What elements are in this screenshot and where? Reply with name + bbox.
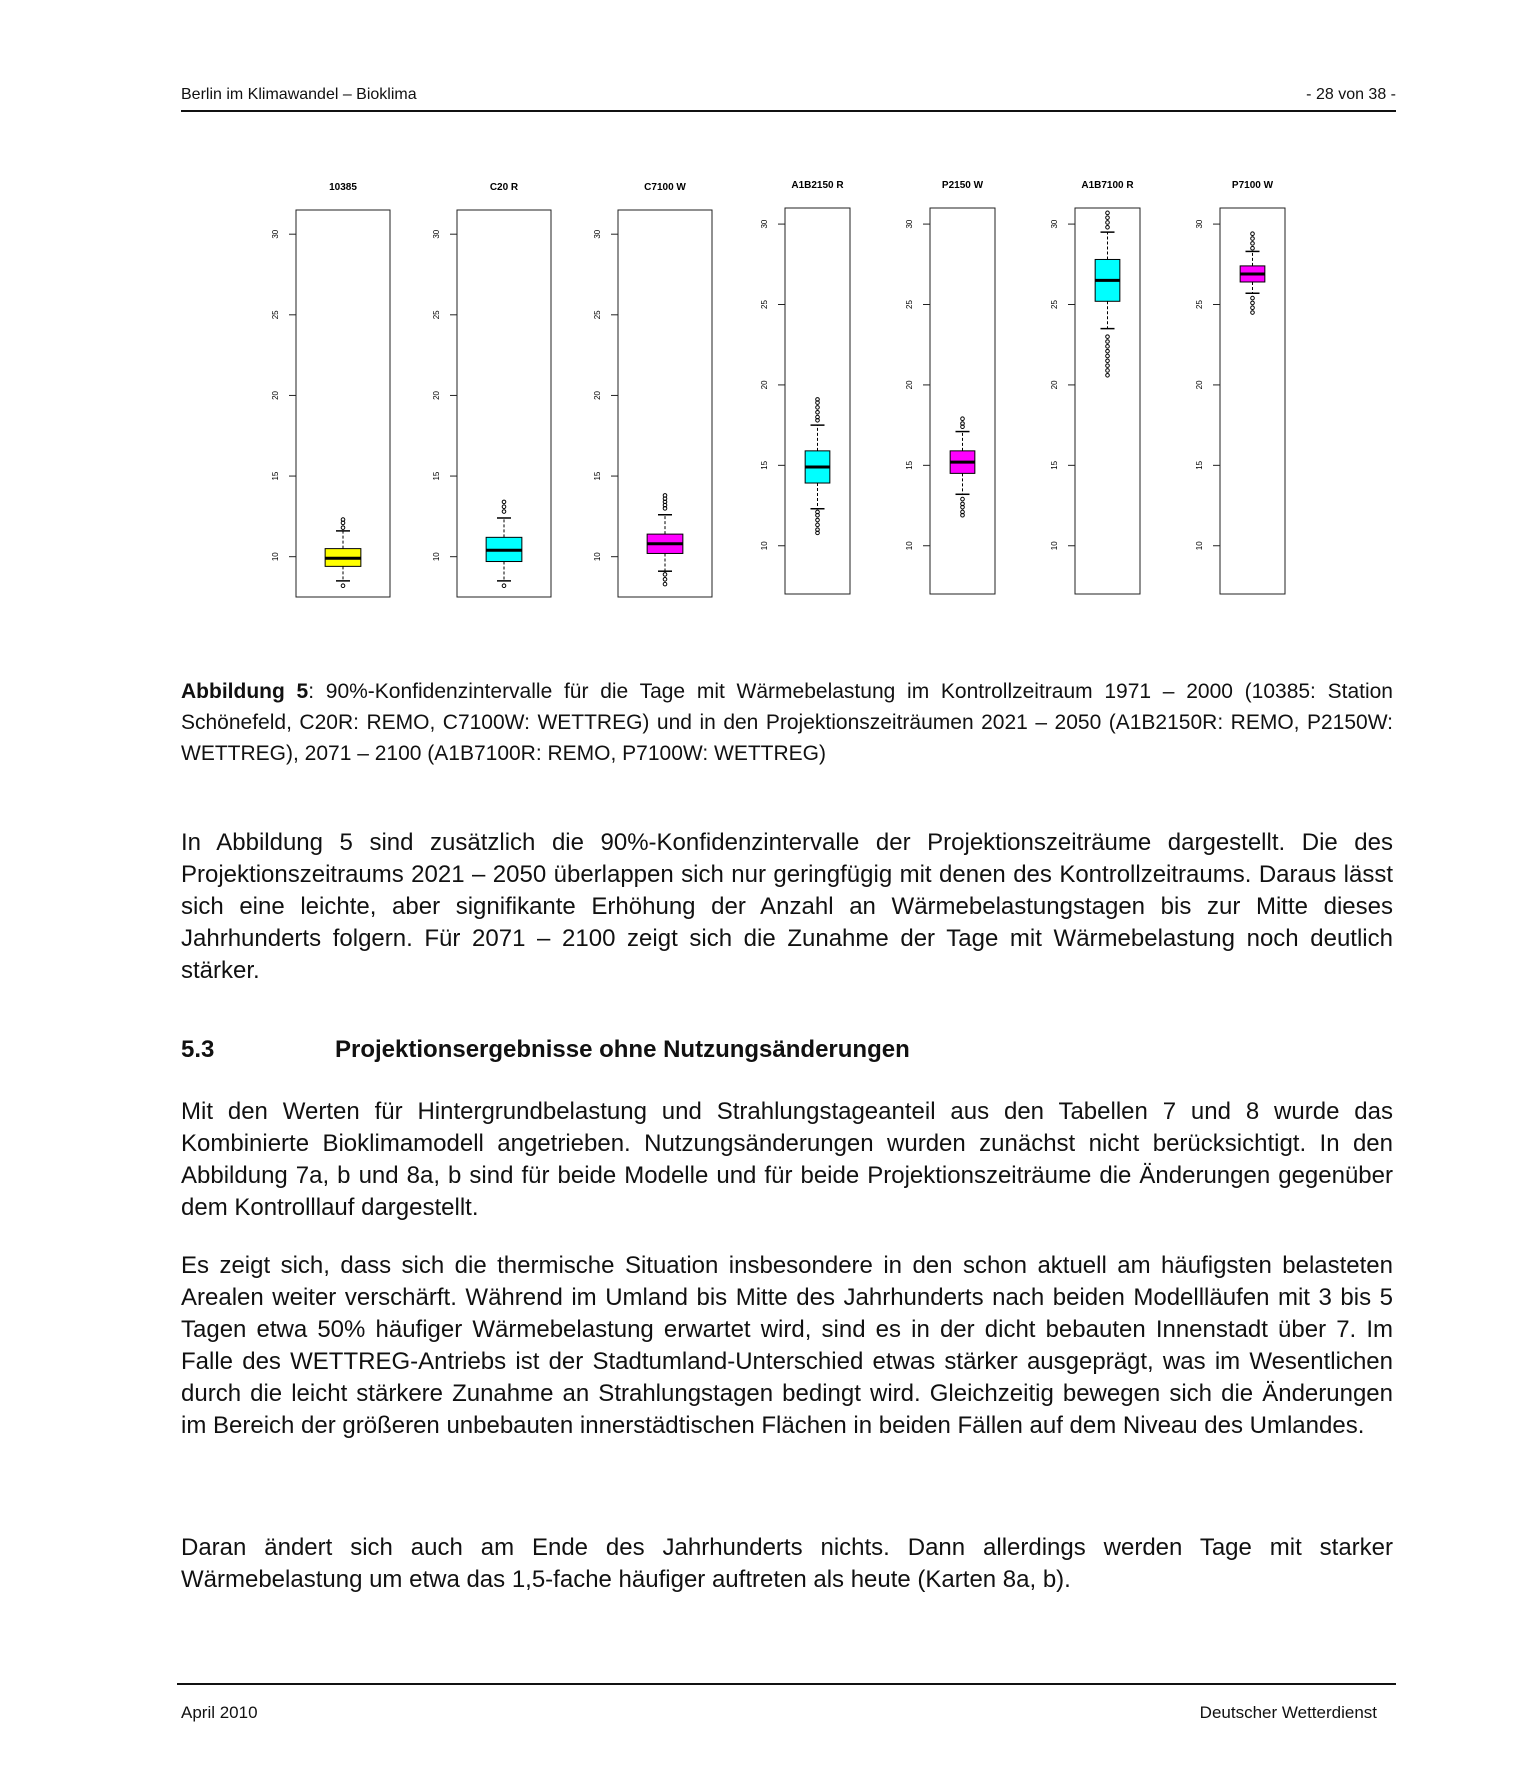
y-tick-label-4-3: 25 <box>905 300 914 309</box>
paragraph-3: Es zeigt sich, dass sich die thermische Situation insbesondere in den schon aktuell am häufigsten belasteten Arealen weiter verschärft. Während im Umland bis Mitte des Jahrhunderts nach beiden Modellläufen mit 3 bis 5 Tagen etwa 50% häufiger Wärmebelastung erwartet wird, sind es in der dicht bebauten Innenstadt über 7. Im Falle des WETTREG-Antriebs ist der Stadtumland-Unterschied etwas stärker ausgeprägt, was im Wesentlichen durch die leicht stärkere Zunahme an Strahlungstagen bedingt wird. Gleichzeitig bewegen sich die Änderungen im Bereich der größeren unbebauten innerstädtischen Flächen in beiden Fällen auf dem Niveau des Umlandes. <box>181 1252 1393 1439</box>
panel-frame-0 <box>296 210 390 597</box>
paragraph-4: Daran ändert sich auch am Ende des Jahrhunderts nichts. Dann allerdings werden Tage mit starker Wärmebelastung um etwa das 1,5-fache häufiger auftreten als heute (Karten 8a, b). <box>181 1534 1393 1593</box>
y-tick-label-4-1: 15 <box>905 460 914 470</box>
y-tick-label-2-4: 30 <box>593 229 602 239</box>
y-tick-label-3-4: 30 <box>760 219 769 229</box>
y-tick-label-5-2: 20 <box>1050 380 1059 390</box>
y-tick-label-6-0: 10 <box>1195 541 1204 551</box>
y-tick-label-1-1: 15 <box>432 471 441 481</box>
y-tick-label-0-2: 20 <box>271 390 280 400</box>
boxplot-figure <box>250 168 1310 608</box>
outlier-5-6 <box>1106 345 1110 349</box>
outlier-5-0 <box>1106 373 1110 377</box>
outlier-2-0 <box>663 582 667 586</box>
outlier-6-1 <box>1251 306 1255 310</box>
panel-frame-4 <box>930 208 995 594</box>
panel-title-4: P2150 W <box>941 180 984 191</box>
outlier-6-3 <box>1251 296 1255 300</box>
outlier-1-3 <box>502 500 506 504</box>
outlier-5-2 <box>1106 364 1110 368</box>
outlier-5-11 <box>1106 216 1110 220</box>
y-tick-label-4-0: 10 <box>905 541 914 551</box>
outlier-5-9 <box>1106 226 1110 230</box>
panel-title-1: C20 R <box>489 182 519 193</box>
outlier-4-7 <box>961 417 965 421</box>
outlier-3-3 <box>816 518 820 522</box>
y-tick-label-1-2: 20 <box>432 390 441 400</box>
outlier-3-2 <box>816 523 820 527</box>
y-tick-label-0-3: 25 <box>271 310 280 320</box>
outlier-5-5 <box>1106 349 1110 353</box>
paragraph-2: Mit den Werten für Hintergrundbelastung und Strahlungstageanteil aus den Tabellen 7 und 8 wurde das Kombinierte Bioklimamodell angetrieben. Nutzungsänderungen wurden zunächst nicht berücksichtigt. In den Abbildung 7a, b und 8a, b sind für beide Modelle und für beide Projektionszeiträume die Änderungen gegenüber dem Kontrolllauf dargestellt. <box>181 1098 1393 1221</box>
y-tick-label-1-0: 10 <box>432 552 441 562</box>
y-tick-label-4-4: 30 <box>905 219 914 229</box>
footer-organization: Deutscher Wetterdienst <box>1199 1703 1377 1722</box>
outlier-4-4 <box>961 497 965 501</box>
y-tick-label-3-2: 20 <box>760 380 769 390</box>
y-tick-label-0-0: 10 <box>271 552 280 562</box>
outlier-5-4 <box>1106 354 1110 358</box>
y-tick-label-3-1: 15 <box>760 460 769 470</box>
outlier-1-2 <box>502 505 506 509</box>
outlier-5-3 <box>1106 359 1110 363</box>
outlier-1-1 <box>502 510 506 514</box>
outlier-6-0 <box>1251 311 1255 315</box>
paragraph-1: In Abbildung 5 sind zusätzlich die 90%-Konfidenzintervalle der Projektionszeiträume dargestellt. Die des Projektionszeitraums 2021 – 2050 überlappen sich nur geringfügig mit denen des Kontrollzeitraums. Daraus lässt sich eine leichte, aber signifikante Erhöhung der Anzahl an Wärmebelastungstagen bis zur Mitte dieses Jahrhunderts folgern. Für 2071 – 2100 zeigt sich die Zunahme der Tage mit Wärmebelastung noch deutlich stärker. <box>181 829 1393 984</box>
outlier-3-8 <box>816 410 820 414</box>
y-tick-label-0-1: 15 <box>271 471 280 481</box>
outlier-6-4 <box>1251 246 1255 250</box>
footer-date: April 2010 <box>181 1703 258 1722</box>
y-tick-label-2-1: 15 <box>593 471 602 481</box>
caption-text: : 90%-Konfidenzintervalle für die Tage mit Wärmebelastung im Kontrollzeitraum 1971 – 2000 (10385: Station Schönefeld, C20R: REMO, C7100W: WETTREG) und in den Projektionszeiträumen 2021 – 2050 (A1B2150R: REMO, P2150W: WETTREG), 2071 – 2100 (A1B7100R: REMO, P7100W: WETTREG) <box>181 680 1393 765</box>
outlier-5-10 <box>1106 221 1110 225</box>
y-tick-label-6-4: 30 <box>1195 219 1204 229</box>
caption-label: Abbildung 5 <box>181 680 309 703</box>
y-tick-label-3-0: 10 <box>760 541 769 551</box>
header-page-number: - 28 von 38 - <box>1306 86 1396 103</box>
y-tick-label-1-3: 25 <box>432 310 441 320</box>
outlier-5-7 <box>1106 340 1110 344</box>
section-heading <box>181 1036 910 1064</box>
outlier-5-1 <box>1106 369 1110 373</box>
y-tick-label-1-4: 30 <box>432 229 441 239</box>
panel-title-6: P7100 W <box>1231 180 1274 191</box>
page-header <box>181 86 1396 112</box>
y-tick-label-6-1: 15 <box>1195 460 1204 470</box>
section-number: 5.3 <box>181 1036 215 1063</box>
y-tick-label-4-2: 20 <box>905 380 914 390</box>
y-tick-label-5-0: 10 <box>1050 541 1059 551</box>
y-tick-label-2-3: 25 <box>593 310 602 320</box>
outlier-6-7 <box>1251 232 1255 236</box>
outlier-2-1 <box>663 577 667 581</box>
panel-title-0: 10385 <box>329 182 357 193</box>
outlier-3-9 <box>816 406 820 410</box>
panel-title-5: A1B7100 R <box>1081 180 1134 191</box>
panel-title-3: A1B2150 R <box>791 180 844 191</box>
outlier-6-5 <box>1251 242 1255 246</box>
outlier-6-2 <box>1251 301 1255 305</box>
outlier-0-0 <box>341 584 345 588</box>
panel-title-2: C7100 W <box>644 182 686 193</box>
y-tick-label-2-0: 10 <box>593 552 602 562</box>
y-tick-label-6-2: 20 <box>1195 380 1204 390</box>
y-tick-label-5-4: 30 <box>1050 219 1059 229</box>
y-tick-label-5-1: 15 <box>1050 460 1059 470</box>
outlier-6-6 <box>1251 237 1255 241</box>
header-title: Berlin im Klimawandel – Bioklima <box>181 86 417 103</box>
outlier-1-0 <box>502 584 506 588</box>
y-tick-label-6-3: 25 <box>1195 300 1204 309</box>
outlier-5-12 <box>1106 211 1110 215</box>
outlier-2-2 <box>663 573 667 577</box>
figure-caption <box>181 676 1393 769</box>
section-title: Projektionsergebnisse ohne Nutzungsänderungen <box>335 1036 910 1063</box>
outlier-0-1 <box>341 526 345 530</box>
page-footer <box>177 1683 1396 1722</box>
y-tick-label-2-2: 20 <box>593 390 602 400</box>
outlier-5-8 <box>1106 335 1110 339</box>
y-tick-label-3-3: 25 <box>760 300 769 309</box>
y-tick-label-5-3: 25 <box>1050 300 1059 309</box>
y-tick-label-0-4: 30 <box>271 229 280 239</box>
